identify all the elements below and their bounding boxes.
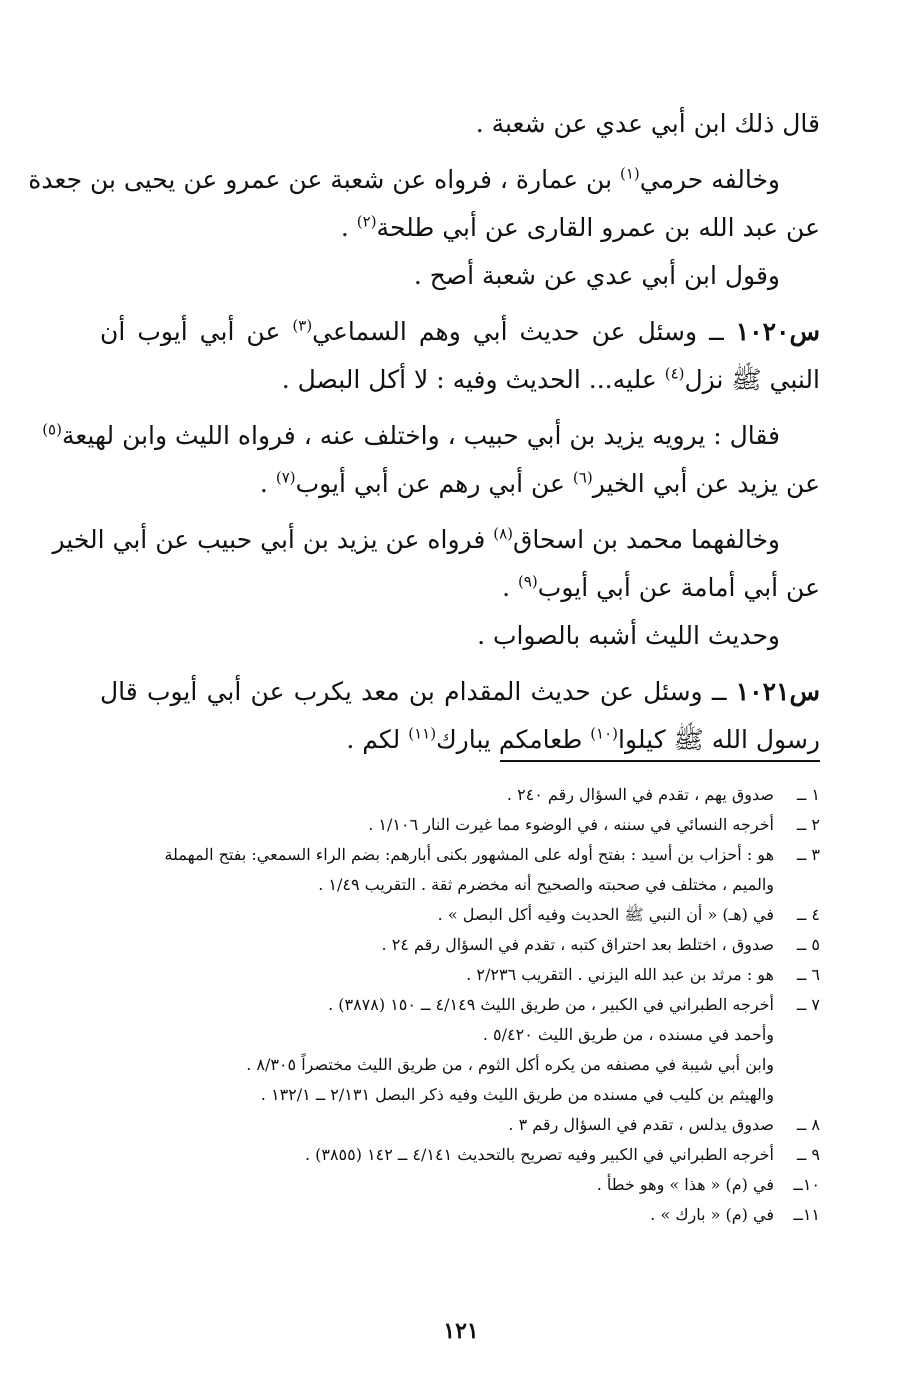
footnote-item: ٧ ــأخرجه الطبراني في الكبير ، من طريق الليث ٤/١٤٩ ــ ١٥٠ (٣٨٧٨) . [100, 990, 820, 1020]
footnote-ref[interactable]: (٢) [356, 212, 377, 231]
footnote-number: ٤ ــ [796, 905, 820, 924]
text-line: وخالفهما محمد بن اسحاق$^{(٨)}$ فرواه عن يزيد بن أبي حبيب عن أبي الخير [52, 524, 780, 554]
text-line: رسول الله ﷺ كيلوا$^{(١٠)}$ طعامكم يبارك$^{(١١)}$ لكم . [346, 724, 820, 754]
text-line: قال ذلك ابن أبي عدي عن شعبة . [475, 109, 820, 138]
footnote-item: ٦ ــهو : مرثد بن عبد الله اليزني . التقريب ٢/٢٣٦ . [100, 960, 820, 990]
text-line: النبي ﷺ نزل$^{(٤)}$ عليه... الحديث وفيه : لا أكل البصل . [281, 364, 820, 394]
text-line: عن يزيد عن أبي الخير$^{(٦)}$ عن أبي رهم عن أبي أيوب$^{(٧)}$ . [259, 468, 820, 498]
footnote-number: ٨ ــ [796, 1115, 820, 1134]
footnote-continuation: وابن أبي شيبة في مصنفه من يكره أكل الثوم ، من طريق الليث مختصراً ٨/٣٠٥ . [246, 1055, 774, 1074]
question-heading-line: س١٠٢١ ــ وسئل عن حديث المقدام بن معد يكرب عن أبي أيوب قال [100, 677, 820, 706]
text-line: وحديث الليث أشبه بالصواب . [477, 621, 780, 650]
footnote-number: ٦ ــ [796, 965, 820, 984]
footnote-item: ٩ ــأخرجه الطبراني في الكبير وفيه تصريح بالتحديث ٤/١٤١ ــ ١٤٢ (٣٨٥٥) . [100, 1140, 820, 1170]
question-number: س١٠٢٠ [735, 317, 820, 346]
footnote-continuation: والميم ، مختلف في صحبته والصحيح أنه مخضرم ثقة . التقريب ١/٤٩ . [318, 875, 774, 894]
footnotes [100, 780, 820, 1230]
footnote-number: ١١ــ [793, 1205, 820, 1224]
footnote-ref[interactable]: (٧) [275, 468, 296, 487]
footnote-ref[interactable]: (٣) [292, 316, 313, 335]
footnote-number: ٣ ــ [796, 845, 820, 864]
footnote-ref[interactable]: (٨) [493, 524, 514, 543]
footnote-item: ٤ ــفي (هـ) « أن النبي ﷺ الحديث وفيه أكل البصل » . [100, 900, 820, 930]
footnote-item: ٨ ــصدوق يدلس ، تقدم في السؤال رقم ٣ . [100, 1110, 820, 1140]
text-line: وخالفه حرمي$^{(١)}$ بن عمارة ، فرواه عن شعبة عن عمرو عن يحيى بن جعدة [28, 164, 780, 194]
footnote-ref[interactable]: (٤) [664, 364, 685, 383]
main-text [28, 100, 820, 764]
footnote-item: ١١ــفي (م) « بارك » . [100, 1200, 820, 1230]
footnote-ref[interactable]: (٦) [572, 468, 593, 487]
footnote-ref[interactable]: (٥) [42, 420, 62, 439]
footnote-number: ٧ ــ [796, 995, 820, 1014]
footnote-item: ٥ ــصدوق ، اختلط بعد احتراق كتبه ، تقدم في السؤال رقم ٢٤ . [100, 930, 820, 960]
footnote-continuation: والهيثم بن كليب في مسنده من طريق الليث وفيه ذكر البصل ٢/١٣١ ــ ١٣٢/١ . [260, 1085, 774, 1104]
page-number: ١٢١ [443, 1318, 479, 1344]
footnote-item: ١ ــصدوق يهم ، تقدم في السؤال رقم ٢٤٠ . [100, 780, 820, 810]
footnote-number: ٥ ــ [796, 935, 820, 954]
footnote-number: ٢ ــ [796, 815, 820, 834]
question-heading-line: س١٠٢٠ ــ وسئل عن حديث أبي وهم السماعي$^{(٣)}$ عن أبي أيوب أن [100, 316, 820, 346]
question-number: س١٠٢١ [735, 677, 820, 706]
footnote-ref[interactable]: (٩) [518, 572, 538, 591]
footnote-number: ١٠ــ [793, 1175, 820, 1194]
footnote-separator [500, 760, 820, 762]
footnote-ref[interactable]: (١) [619, 164, 640, 183]
text-line: عن أبي أمامة عن أبي أيوب$^{(٩)}$ . [502, 572, 820, 602]
footnote-item: ٢ ــأخرجه النسائي في سننه ، في الوضوء مما غيرت النار ١/١٠٦ . [100, 810, 820, 840]
footnote-continuation: وأحمد في مسنده ، من طريق الليث ٥/٤٢٠ . [482, 1025, 774, 1044]
footnote-ref[interactable]: (١١) [408, 724, 437, 743]
text-line: وقول ابن أبي عدي عن شعبة أصح . [413, 261, 780, 290]
footnote-ref[interactable]: (١٠) [590, 724, 619, 743]
footnote-number: ٩ ــ [796, 1145, 820, 1164]
footnote-number: ١ ــ [796, 785, 820, 804]
footnote-item: ١٠ــفي (م) « هذا » وهو خطأ . [100, 1170, 820, 1200]
text-line: عن عبد الله بن عمرو القارى عن أبي طلحة$^{(٢)}$ . [340, 212, 820, 242]
footnote-item: ٣ ــهو : أحزاب بن أسيد : بفتح أوله على المشهور بكنى أبارهم: بضم الراء السمعي: بفتح المهملة [100, 840, 820, 870]
text-line: فقال : يرويه يزيد بن أبي حبيب ، واختلف عنه ، فرواه الليث وابن لهيعة$^{(٥)}$ [42, 420, 780, 450]
